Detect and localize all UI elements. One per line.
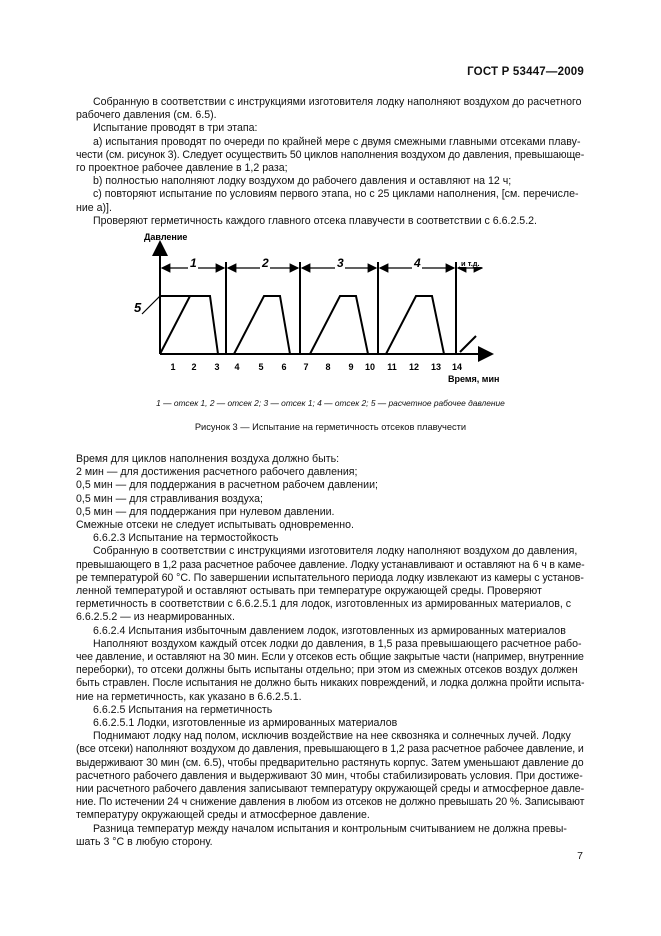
y-axis-label: Давление [144,232,188,242]
tick-label: 12 [408,362,420,372]
top-text-block [76,96,584,228]
paragraph-line: 6.6.2.5.2 — из неармированных. [76,611,235,624]
paragraph-line: чее давление, и оставляют на 30 мин. Если у отсеков есть общие закрытые части (например, внутренние [76,651,584,664]
section-heading: 6.6.2.3 Испытание на термостойкость [93,532,279,545]
x-axis-label: Время, мин [448,374,500,384]
paragraph-line: выдерживают 30 мин (см. 6.5), чтобы предварительно растянуть корпус. Затем уменьшают давление до [76,756,584,769]
bottom-text-block [76,453,584,849]
pressure-cycle [160,296,226,354]
document-header: ГОСТ Р 53447—2009 [467,66,584,78]
paragraph-line: (все отсеки) наполняют воздухом до давления, превышающего в 1,2 раза расчетное рабочее давление, и [76,743,584,756]
paragraph-line: ние на герметичность, как указано в 6.6.2.5.1. [76,690,302,703]
section-heading: 6.6.2.4 Испытания избыточным давлением лодок, изготовленных из армированных материалов [93,624,566,637]
paragraph-line: Проверяют герметичность каждого главного отсека плавучести в соответствии с 6.6.2.5.2. [93,214,537,227]
paragraph-line: го проектное рабочее давление в 1,2 раза; [76,162,288,175]
paragraph-line: расчетного рабочего давления и выдерживают 30 мин, чтобы стабилизировать условия. При достиже- [76,769,583,782]
tick-label: 5 [258,362,264,372]
etc-label: и т.д. [461,259,480,268]
paragraph-line: герметичность в соответствии с 6.6.2.5.1 для лодок, изготовленных из армированных материалов, с [76,598,572,611]
paragraph-line: Время для циклов наполнения воздуха должно быть: [76,453,340,465]
tick-label: 9 [348,362,354,372]
paragraph-line: переборки), то отсеки должны быть испытаны отдельно; при этом из смежных отсеков воздух должен [76,664,578,677]
paragraph-line: 0,5 мин — для стравливания воздуха; [76,492,263,505]
tick-label: 6 [281,362,287,372]
tick-label: 4 [234,362,240,372]
tick-label: 3 [214,362,220,372]
paragraph-line: температуру окружающей среды и атмосферное давление. [76,809,370,822]
paragraph-line: 0,5 мин — для поддержания в расчетном рабочем давлении; [76,479,378,492]
paragraph-line: 2 мин — для достижения расчетного рабочего давления; [76,466,358,479]
tick-label: 13 [430,362,442,372]
section-label: 3 [337,256,344,270]
tick-label: 10 [364,362,376,372]
paragraph-line: ние. По истечении 24 ч снижение давления в любом из отсеков не должно превышать 20 %. Записывают [76,796,585,809]
tick-label: 11 [387,362,397,372]
paragraph-line: шать 3 °С в любую сторону. [76,835,213,848]
pressure-cycle [460,336,476,352]
pressure-time-diagram [130,228,510,388]
pressure-cycle [226,296,300,354]
tick-label: 7 [303,362,309,372]
section-label: 4 [414,256,421,270]
paragraph-line: Наполняют воздухом каждый отсек лодки до давления, в 1,5 раза превышающего расчетное рабо- [93,637,582,650]
paragraph-line: превышающего в 1,2 раза расчетное рабочее давление. Лодку устанавливают и оставляют на 6 ч в каме- [76,558,585,571]
paragraph-line: Смежные отсеки не следует испытывать одновременно. [76,519,354,532]
pressure-cycle [378,296,456,354]
paragraph-line: Испытание проводят в три этапа: [93,122,258,135]
figure-legend: 1 — отсек 1, 2 — отсек 2; 3 — отсек 1; 4 — отсек 2; 5 — расчетное рабочее давление [156,398,505,408]
paragraph-line: Собранную в соответствии с инструкциями изготовителя лодку наполняют воздухом до давления, [93,545,578,558]
paragraph-line: чести (см. рисунок 3). Следует осуществить 50 циклов наполнения воздухом до давления, превышающе- [76,148,585,161]
page-number: 7 [577,850,583,862]
paragraph-line: Поднимают лодку над полом, исключив воздействие на нее сквозняка и солнечных лучей. Лодку [93,730,571,743]
section-heading: 6.6.2.5.1 Лодки, изготовленные из армированных материалов [93,717,398,730]
section-heading: 6.6.2.5 Испытания на герметичность [93,703,273,716]
section-label: 2 [262,256,269,270]
list-item-b: b) полностью наполняют лодку воздухом до рабочего давления и оставляют на 12 ч; [93,175,512,188]
paragraph-line: 0,5 мин — для поддержания при нулевом давлении. [76,505,335,518]
figure-3 [130,228,510,393]
tick-label: 14 [451,362,463,372]
level-label: 5 [134,300,142,315]
paragraph-line: ленной температурой и оставляют остывать при температуре окружающей среды. Проверяют [76,585,542,598]
paragraph-line: рабочего давления (см. 6.5). [76,109,217,122]
paragraph-line: Собранную в соответствии с инструкциями изготовителя лодку наполняют воздухом до расчетного [93,96,582,108]
paragraph-line: ние а)]. [76,201,112,214]
figure-caption: Рисунок 3 — Испытание на герметичность отсеков плавучести [194,422,467,432]
paragraph-line: Разница температур между началом испытания и контрольным считыванием не должна превы- [93,822,567,835]
pressure-cycle [300,296,378,354]
level-leader [142,296,160,314]
tick-label: 8 [325,362,331,372]
list-item-c: c) повторяют испытание по условиям первого этапа, но с 25 циклами наполнения, [см. перечисле- [93,188,579,201]
section-label: 1 [190,256,197,270]
paragraph-line: нии расчетного рабочего давления записывают температуру окружающей среды и атмосферное давле- [76,783,585,796]
tick-label: 2 [191,362,197,372]
tick-label: 1 [170,362,176,372]
paragraph-line: ре температурой 60 °С. По завершении испытательного периода лодку извлекают из камеры с установ- [76,571,584,584]
list-item-a: а) испытания проводят по очереди по крайней мере с двумя смежными главными отсеками плаву- [93,135,581,148]
paragraph-line: быть стравлен. После испытания не должно быть никаких повреждений, и лодка должна пройти испыта- [76,677,585,690]
